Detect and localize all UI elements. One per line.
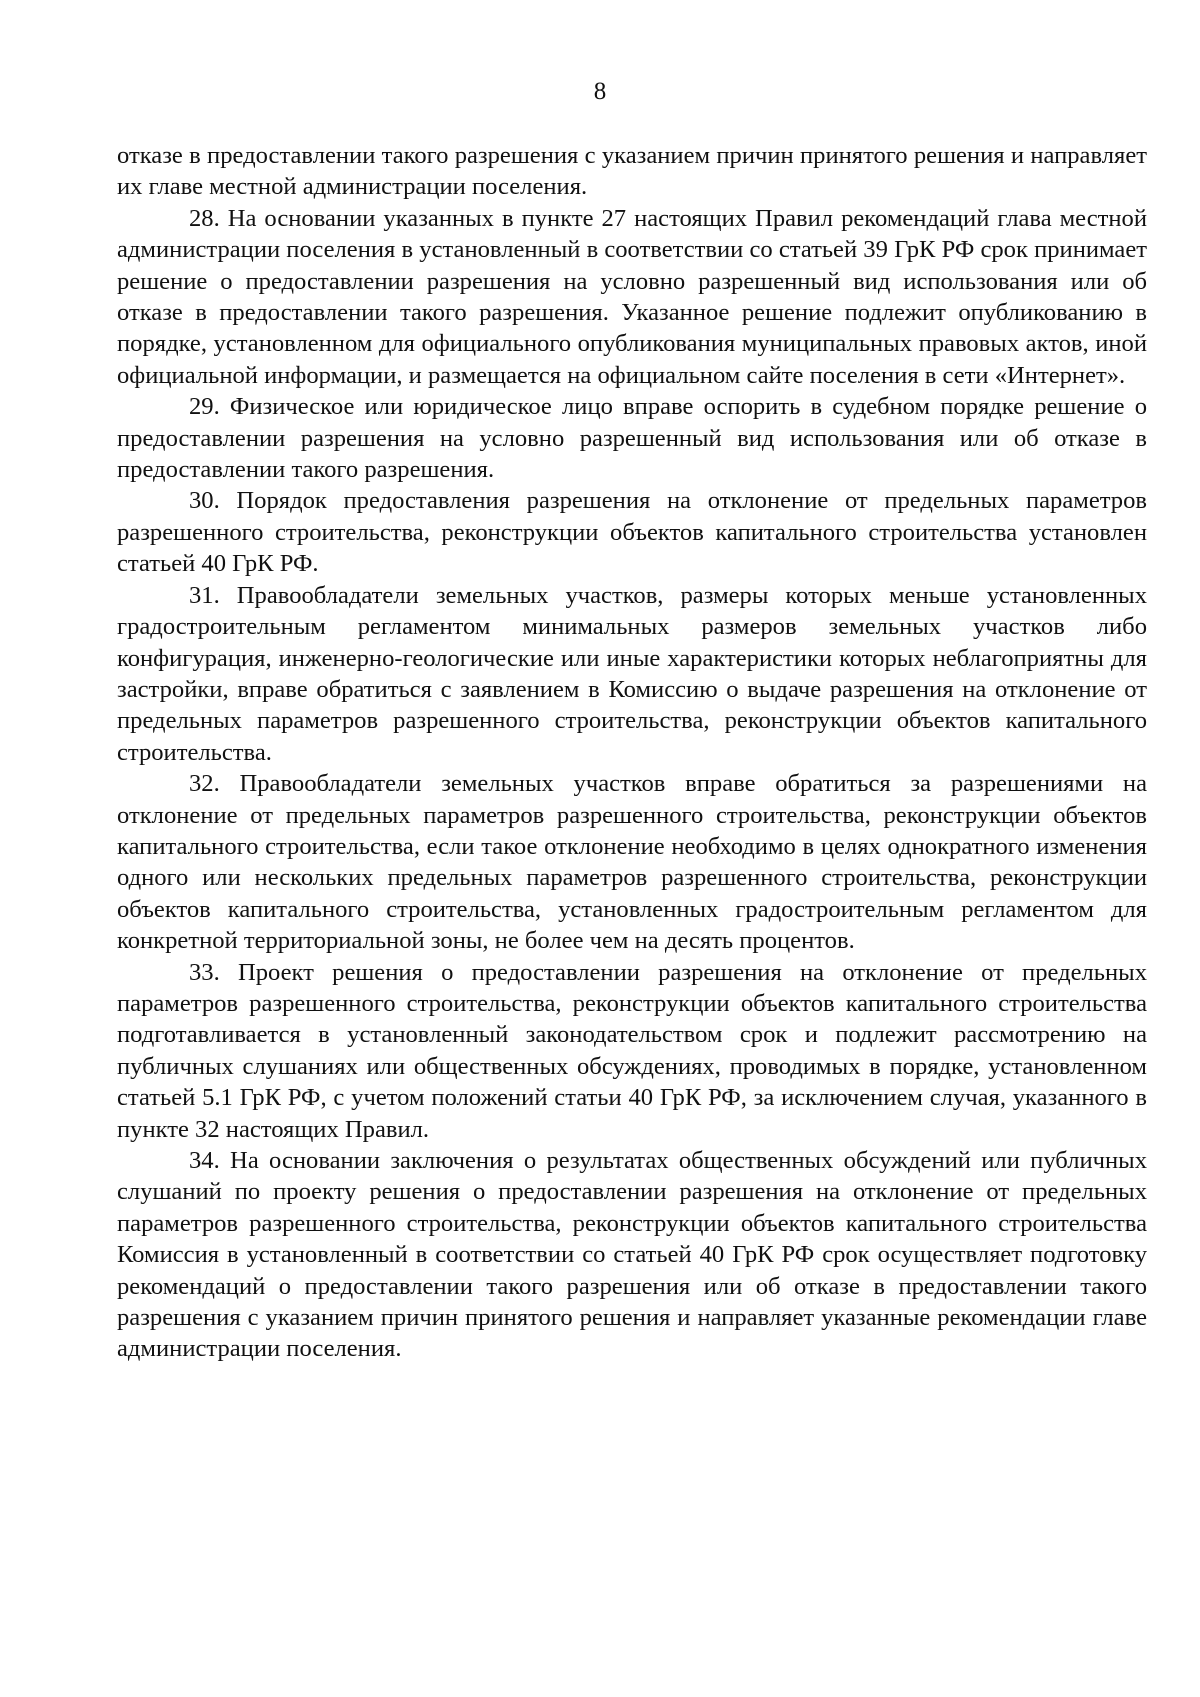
page-number: 8 (593, 78, 607, 105)
paragraph-31: 31. Правообладатели земельных участков, размеры которых меньше установленных градостроительным регламентом минимальных размеров земельных участков либо конфигурация, инженерно-геологические или иные характеристики которых неблагоприятны для застройки, вправе обратиться с заявлением в Комиссию о выдаче разрешения на отклонение от предельных параметров разрешенного строительства, реконструкции объектов капитального строительства. (117, 581, 1147, 766)
paragraph-28: 28. На основании указанных в пункте 27 настоящих Правил рекомендаций глава местной администрации поселения в установленный в соответствии со статьей 39 ГрК РФ срок принимает решение о предоставлении разрешения на условно разрешенный вид использования или об отказе в предоставлении такого разрешения. Указанное решение подлежит опубликованию в порядке, установленном для официального опубликования муниципальных правовых актов, иной официальной информации, и размещается на официальном сайте поселения в сети «Интернет». (117, 204, 1147, 389)
paragraph-continuation: отказе в предоставлении такого разрешения с указанием причин принятого решения и направляет их главе местной администрации поселения. (117, 142, 1147, 201)
paragraph-29: 29. Физическое или юридическое лицо вправе оспорить в судебном порядке решение о предоставлении разрешения на условно разрешенный вид использования или об отказе в предоставлении такого разрешения. (117, 393, 1147, 484)
document-body (117, 140, 1147, 1365)
paragraph-30: 30. Порядок предоставления разрешения на отклонение от предельных параметров разрешенного строительства, реконструкции объектов капитального строительства установлен статьей 40 ГрК РФ. (117, 487, 1147, 578)
paragraph-33: 33. Проект решения о предоставлении разрешения на отклонение от предельных параметров разрешенного строительства, реконструкции объектов капитального строительства подготавливается в установленный законодательством срок и подлежит рассмотрению на публичных слушаниях или общественных обсуждениях, проводимых в порядке, установленном статьей 5.1 ГрК РФ, с учетом положений статьи 40 ГрК РФ, за исключением случая, указанного в пункте 32 настоящих Правил. (117, 958, 1147, 1143)
paragraph-34: 34. На основании заключения о результатах общественных обсуждений или публичных слушаний по проекту решения о предоставлении разрешения на отклонение от предельных параметров разрешенного строительства, реконструкции объектов капитального строительства Комиссия в установленный в соответствии со статьей 40 ГрК РФ срок осуществляет подготовку рекомендаций о предоставлении такого разрешения или об отказе в предоставлении такого разрешения с указанием причин принятого решения и направляет указанные рекомендации главе администрации поселения. (117, 1147, 1147, 1363)
paragraph-32: 32. Правообладатели земельных участков вправе обратиться за разрешениями на отклонение от предельных параметров разрешенного строительства, реконструкции объектов капитального строительства, если такое отклонение необходимо в целях однократного изменения одного или нескольких предельных параметров разрешенного строительства, реконструкции объектов капитального строительства, установленных градостроительным регламентом для конкретной территориальной зоны, не более чем на десять процентов. (117, 770, 1147, 955)
